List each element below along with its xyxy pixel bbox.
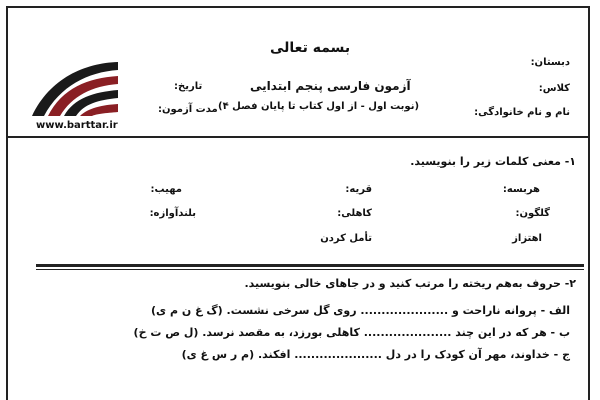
name-label: نام و نام خانوادگی: — [474, 107, 570, 118]
page-title: بسمه تعالی — [270, 40, 351, 56]
q2-line: ب - هر که در این چند ..................... کاهلی بورزد، به مقصد نرسد. (ل ص ت خ) — [133, 326, 570, 339]
logo-icon — [30, 58, 120, 120]
header-divider — [6, 136, 590, 138]
q1-word: گلگون: — [515, 208, 550, 219]
q2-line: ج - خداوند، مهر آن کودک را در دل ..................... افکند. (م ر س غ ی) — [181, 348, 570, 361]
q1-word: بلندآوازه: — [149, 208, 196, 219]
date-label: تاریخ: — [174, 81, 203, 92]
exam-subtitle: (نوبت اول - از اول کتاب تا پایان فصل ۴) — [218, 101, 420, 112]
q1-word: اهتزاز — [512, 233, 542, 244]
q2-line: الف - پروانه ناراحت و ..................... روی گل سرخی نشست. (گ غ ن م ی) — [151, 304, 570, 317]
class-label: کلاس: — [538, 83, 570, 94]
q1-word: هربسه: — [502, 184, 540, 195]
q1-word: تأمل کردن — [320, 233, 372, 244]
q1-word: کاهلی: — [337, 208, 372, 219]
exam-title: آزمون فارسی پنجم ابتدایی — [250, 79, 411, 93]
section-divider-thin — [36, 269, 584, 270]
q1-word: مهیب: — [150, 184, 182, 195]
q2-title: ۲- حروف به‌هم ریخته را مرتب کنید و در جاهای خالی بنویسید. — [244, 277, 576, 290]
website-url: www.barttar.ir — [36, 120, 118, 131]
q1-title: ۱- معنی کلمات زیر را بنویسید. — [410, 155, 576, 168]
section-divider — [36, 264, 584, 267]
duration-label: مدت آزمون: — [158, 104, 218, 115]
q1-word: قریه: — [345, 184, 372, 195]
school-label: دبستان: — [530, 57, 570, 68]
